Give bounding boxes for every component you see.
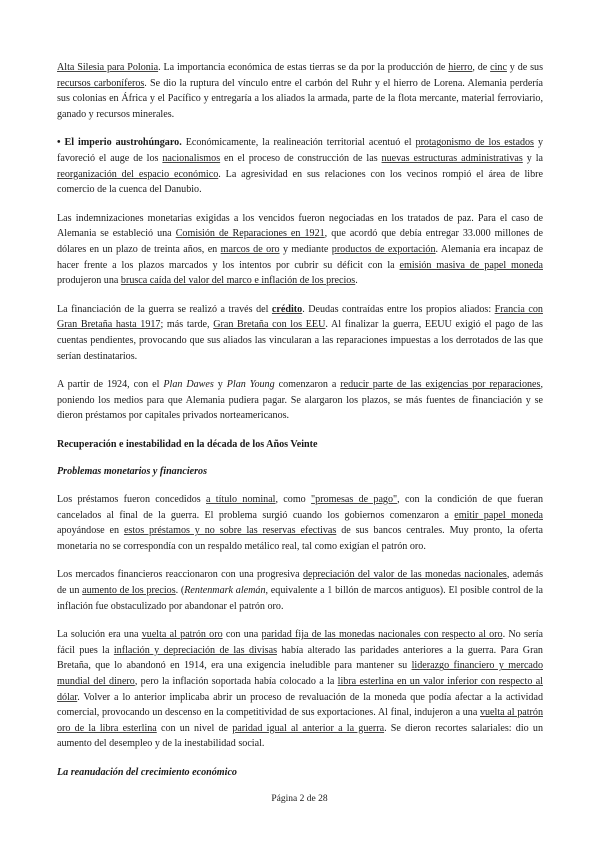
- underlined-term: hierro: [448, 62, 473, 73]
- section-heading: [57, 437, 543, 453]
- text-run: . No sería fácil pues la: [57, 629, 543, 656]
- text-run: . La agresividad en sus relaciones con los vecinos rompió el área de libre comercio de la cuenca del Danubio.: [57, 168, 543, 196]
- underlined-term: Francia con Gran Bretaña hasta 1917: [57, 303, 543, 331]
- text-run: . Se dio la ruptura del vínculo entre el carbón del Ruhr y el hierro de Lorena. Alemania perdería sus colonias en África y el Pacífico y entregaría a los aliados la armada, parte de la flota mercante, material ferroviario, ganado y recursos minerales.: [57, 77, 543, 120]
- underlined-term: protagonismo de los estados: [415, 137, 534, 149]
- text-run: . Deudas contraídas entre los propios aliados:: [302, 303, 495, 315]
- text-run: . La importancia económica de estas tierras se da por la producción de: [158, 62, 449, 73]
- text-run: La financiación de la guerra se realizó a través del: [57, 303, 272, 315]
- text-run: con una: [222, 629, 262, 641]
- underlined-term: emisión masiva de papel moneda: [399, 259, 543, 271]
- text-run: de sus bancos centrales. Muy pronto, la oferta monetaria no se correspondía con un respaldo metálico real, tal como exigían el patrón oro.: [57, 525, 543, 552]
- text-run: Problemas monetarios y financieros: [57, 466, 208, 478]
- text-run: Las indemnizaciones monetarias exigidas a los vencidos fueron negociadas en los tratados de paz. Para el caso de Alemania se estableció una: [57, 212, 543, 240]
- text-run: . Al finalizar la guerra, EEUU exigió el pago de las cuentas pendientes, provocando que sus aliados las vincularan a las reparaciones impuestas a los derrotados de las que serían destinatarios.: [57, 319, 543, 362]
- underlined-term: Comisión de Reparaciones en 1921: [175, 228, 325, 240]
- subsection-heading: [57, 464, 543, 480]
- paragraph: [57, 627, 543, 752]
- underlined-term: vuelta al patrón oro de la libra esterlina: [57, 707, 543, 734]
- text-run: , como: [275, 494, 312, 506]
- underlined-term: recursos carboníferos: [57, 77, 145, 89]
- text-run: y la: [522, 152, 544, 164]
- text-run: y mediante: [279, 243, 332, 255]
- text-run: . Alemania era incapaz de hacer frente a los plazos marcados y los intentos por cubrir su déficit con la: [57, 243, 543, 271]
- text-run: produjeron una: [57, 275, 121, 287]
- italic-text: Rentenmark alemán: [184, 585, 266, 597]
- text-run: La solución era una: [57, 629, 142, 641]
- underlined-term: reorganización del espacio económico: [57, 168, 219, 180]
- underlined-term: nacionalismos: [162, 152, 221, 164]
- underlined-term: reducir parte de las exigencias por reparaciones: [340, 379, 541, 391]
- underlined-term: a título nominal: [206, 494, 276, 506]
- underlined-term: paridad igual al anterior a la guerra: [232, 722, 385, 734]
- text-run: La reanudación del crecimiento económico: [57, 766, 237, 778]
- subsection-heading: [57, 765, 543, 781]
- underlined-term: vuelta al patrón oro: [141, 629, 223, 641]
- text-run: .: [355, 275, 358, 287]
- text-run: . (: [175, 585, 185, 597]
- underlined-term: productos de exportación: [331, 243, 436, 255]
- text-run: Los mercados financieros reaccionaron con una progresiva: [57, 569, 303, 581]
- paragraph: [57, 377, 543, 424]
- underlined-term: aumento de los precios: [82, 585, 176, 597]
- underlined-term: Gran Bretaña con los EEU: [213, 319, 326, 331]
- underlined-term: "promesas de pago": [311, 494, 398, 506]
- underlined-term: emitir papel moneda: [454, 509, 543, 521]
- paragraph: [57, 211, 543, 289]
- underlined-term: crédito: [271, 303, 303, 315]
- text-run: Recuperación e inestabilidad en la década de los Años Veinte: [57, 438, 318, 450]
- underlined-term: cinc: [490, 62, 507, 73]
- underlined-term: Alta Silesia para Polonia: [57, 62, 159, 73]
- paragraph: [57, 135, 543, 197]
- text-run: , poniendo los medios para que Alemania pudiera pagar. Se alargaron los plazos, se más fuentes de financiación y se dieron préstamos por capitales privados norteamericanos.: [57, 379, 544, 422]
- text-run: . Se dieron recortes salariales: dio un aumento del desempleo y de la inestabilidad social.: [57, 722, 543, 750]
- paragraph: [57, 567, 543, 614]
- italic-text: Plan Young: [226, 379, 275, 391]
- text-run: . Volver a lo anterior implicaba abrir un proceso de revaluación de la moneda que podía afectar a la actividad comercial, provocando un descenso en la competitividad de sus exportaciones. Al final, indujeron a una: [57, 691, 543, 719]
- underlined-term: inflación y depreciación de las divisas: [113, 644, 277, 656]
- text-run: , con la condición de que fueran cancelados al final de la guerra. El problema surgió cuando los gobiernos comenzaron a: [57, 494, 543, 521]
- text-run: en el proceso de construcción de las: [220, 152, 382, 164]
- text-run: ; más tarde,: [160, 319, 214, 331]
- text-run: , que acordó que debía entregar 33.000 millones de dólares en un plazo de treinta años, en: [57, 228, 543, 255]
- text-run: apoyándose en: [57, 525, 124, 537]
- document-body: [57, 60, 543, 793]
- text-run: Económicamente, la realineación territorial acentuó el: [181, 137, 416, 149]
- paragraph: [57, 60, 543, 122]
- underlined-term: liderazgo financiero y mercado mundial del dinero: [57, 660, 543, 687]
- underlined-term: paridad fija de las monedas nacionales con respecto al oro: [261, 629, 503, 641]
- bold-text: • El imperio austrohúngaro.: [57, 137, 182, 149]
- paragraph: [57, 302, 543, 364]
- text-run: Los préstamos fueron concedidos: [57, 494, 207, 506]
- paragraph: [57, 492, 543, 554]
- text-run: y de sus: [506, 62, 543, 73]
- text-run: con un nivel de: [156, 722, 233, 734]
- underlined-term: estos préstamos y no sobre las reservas efectivas: [123, 525, 337, 537]
- text-run: A partir de 1924, con el: [57, 379, 164, 391]
- underlined-term: libra esterlina en un valor inferior con respecto al dólar: [57, 676, 543, 703]
- text-run: había alterado las paridades anteriores a la guerra. Para Gran Bretaña, que lo abandonó en 1914, era una exigencia ineludible para mantener su: [57, 644, 543, 672]
- text-run: , pero la inflación soportada había colocado a la: [134, 676, 338, 687]
- text-run: , además de un: [57, 569, 543, 597]
- page-number-footer: Página 2 de 28: [271, 794, 328, 804]
- text-run: , equivalente a 1 billón de marcos antiguos). El posible control de la inflación fue obstaculizado por abandonar el patrón oro.: [57, 585, 543, 612]
- text-run: comenzaron a: [274, 379, 341, 391]
- text-run: y: [213, 379, 227, 391]
- text-run: , de: [472, 62, 491, 73]
- underlined-term: depreciación del valor de las monedas nacionales: [302, 569, 507, 581]
- text-run: y favoreció el auge de los: [57, 137, 543, 164]
- italic-text: Plan Dawes: [163, 379, 214, 391]
- underlined-term: nuevas estructuras administrativas: [381, 152, 523, 164]
- underlined-term: marcos de oro: [220, 243, 280, 255]
- underlined-term: brusca caída del valor del marco e inflación de los precios: [120, 275, 356, 287]
